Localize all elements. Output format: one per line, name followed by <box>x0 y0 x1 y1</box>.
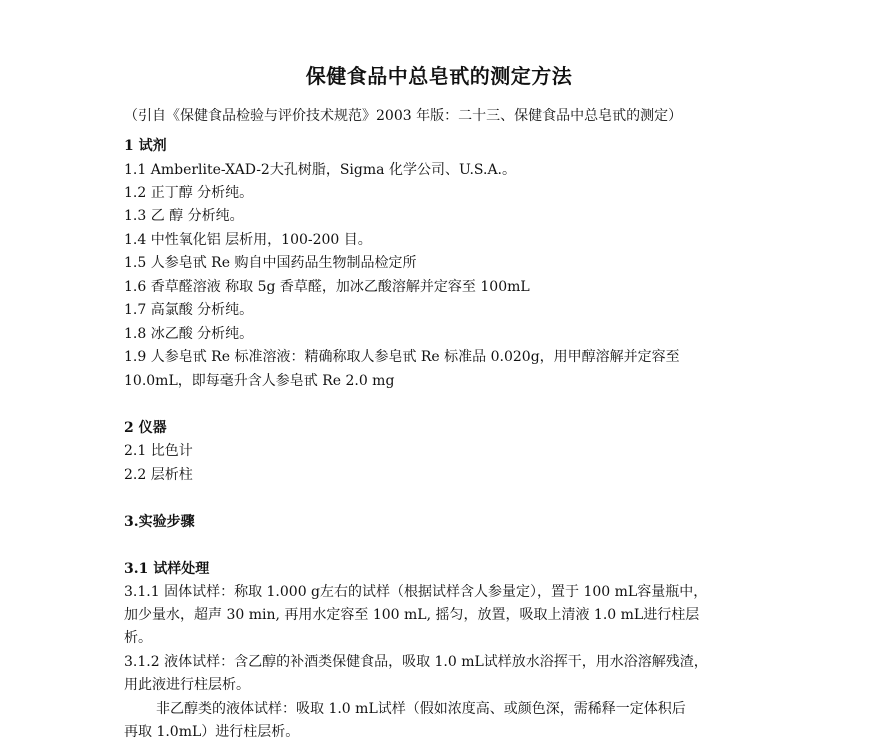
paragraph-line: 加少量水，超声 30 min, 再用水定容至 100 mL, 摇匀，放置，吸取上清液 1.0 mL进行柱层 <box>124 607 700 623</box>
reagent-item: 1.7 高氯酸 分析纯。 <box>124 302 254 318</box>
section-heading-procedure: 3.实验步骤 <box>124 514 195 530</box>
instrument-item: 2.1 比色计 <box>124 443 193 459</box>
reagent-item: 1.3 乙 醇 分析纯。 <box>124 208 244 224</box>
reagent-item: 1.9 人参皂甙 Re 标准溶液：精确称取人参皂甙 Re 标准品 0.020g，用甲醇溶解并定容至 <box>124 349 680 365</box>
reagent-item: 1.4 中性氧化铝 层析用，100-200 目。 <box>124 232 372 248</box>
reagent-item: 1.2 正丁醇 分析纯。 <box>124 185 254 201</box>
paragraph-line: 再取 1.0mL）进行柱层析。 <box>124 724 300 740</box>
paragraph-line: 3.1.1 固体试样：称取 1.000 g左右的试样（根据试样含人参量定），置于 100 mL容量瓶中， <box>124 584 708 600</box>
reagent-item: 1.8 冰乙酸 分析纯。 <box>124 326 254 342</box>
paragraph-line: 析。 <box>124 630 152 646</box>
citation: （引自《保健食品检验与评价技术规范》2003 年版：二十三、保健食品中总皂甙的测定） <box>124 108 683 124</box>
paragraph-line-indented: 非乙醇类的液体试样：吸取 1.0 mL试样（假如浓度高、或颜色深，需稀释一定体积后 <box>156 701 686 717</box>
section-heading-sample-treatment: 3.1 试样处理 <box>124 561 210 577</box>
reagent-item-continued: 10.0mL，即每毫升含人参皂甙 Re 2.0 mg <box>124 373 395 389</box>
reagent-item: 1.6 香草醛溶液 称取 5g 香草醛，加冰乙酸溶解并定容至 100mL <box>124 279 530 295</box>
paragraph-line: 用此液进行柱层析。 <box>124 677 250 693</box>
section-heading-reagents: 1 试剂 <box>124 138 167 154</box>
reagent-item: 1.1 Amberlite-XAD-2大孔树脂，Sigma 化学公司、U.S.A.。 <box>124 162 517 178</box>
instrument-item: 2.2 层析柱 <box>124 467 193 483</box>
paragraph-line: 3.1.2 液体试样：含乙醇的补酒类保健食品，吸取 1.0 mL试样放水浴挥干，用水浴溶解残渣， <box>124 654 708 670</box>
reagent-item: 1.5 人参皂甙 Re 购自中国药品生物制品检定所 <box>124 255 417 271</box>
section-heading-instruments: 2 仪器 <box>124 420 167 436</box>
document-title: 保健食品中总皂甙的测定方法 <box>305 64 573 88</box>
